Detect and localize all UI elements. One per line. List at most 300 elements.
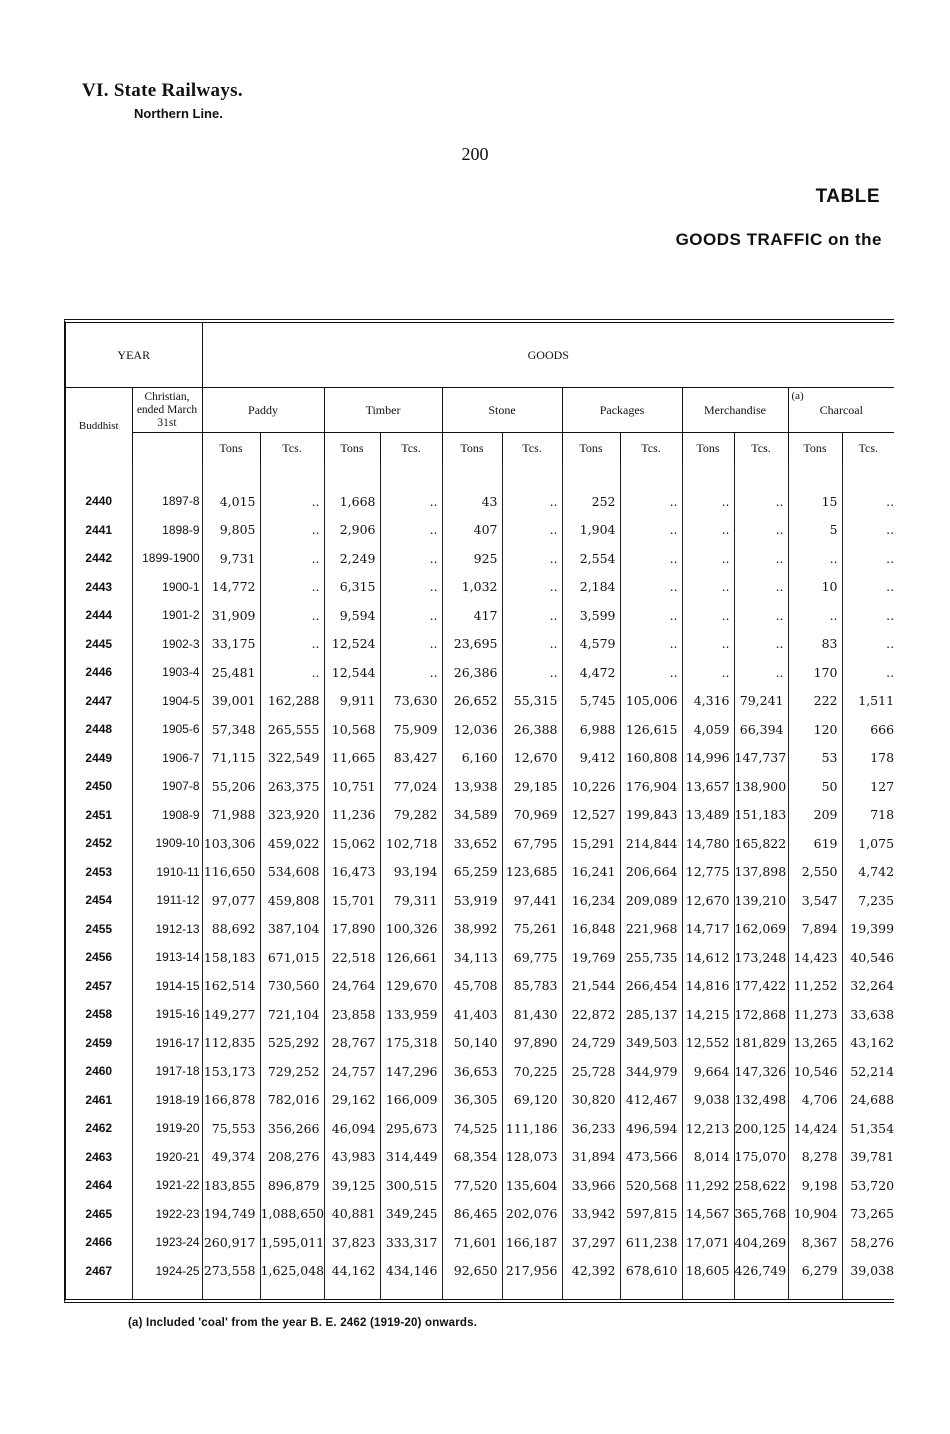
category-header: Paddy	[202, 388, 324, 433]
value-cell: 73,265	[850, 1206, 895, 1222]
table-row	[66, 573, 894, 602]
value-cell: 8,367	[788, 1228, 842, 1257]
value-cell: 162,514	[202, 972, 260, 1001]
section-subtitle: Northern Line.	[134, 106, 223, 121]
table-row	[66, 630, 894, 659]
value-cell: 33,966	[562, 1171, 620, 1200]
value-cell: ..	[260, 630, 324, 659]
value-cell: 14,612	[682, 943, 734, 972]
value-cell: 67,795	[502, 829, 562, 858]
value-cell: 153,173	[202, 1057, 260, 1086]
buddhist-year-cell: 2464	[66, 1171, 132, 1200]
table-row	[66, 744, 894, 773]
table-row	[66, 658, 894, 687]
value-cell: 208,276	[260, 1143, 324, 1172]
christian-year-cell: 1918-19	[132, 1086, 202, 1115]
table-row	[66, 1257, 894, 1286]
value-cell: 295,673	[380, 1114, 442, 1143]
value-cell: 14,780	[682, 829, 734, 858]
buddhist-year-cell: 2451	[66, 801, 132, 830]
value-cell: 149,277	[202, 1000, 260, 1029]
value-cell: 147,326	[734, 1057, 788, 1086]
value-cell: 103,306	[202, 829, 260, 858]
christian-year-cell: 1901-2	[132, 601, 202, 630]
value-cell: 217,956	[502, 1257, 562, 1286]
value-cell: 97,890	[502, 1029, 562, 1058]
value-cell: 160,808	[620, 744, 682, 773]
spacer-cell	[734, 1285, 788, 1299]
value-cell: 29,185	[502, 772, 562, 801]
unit-header: Tcs.	[502, 433, 562, 464]
value-cell: ..	[620, 487, 682, 516]
buddhist-year-cell: 2459	[66, 1029, 132, 1058]
value-cell: 26,386	[442, 658, 502, 687]
value-cell: 13,657	[682, 772, 734, 801]
value-cell: 721,104	[260, 1000, 324, 1029]
christian-year-cell: 1903-4	[132, 658, 202, 687]
value-cell: 40,881	[324, 1200, 380, 1229]
christian-year-cell: 1900-1	[132, 573, 202, 602]
value-cell: ..	[886, 550, 895, 566]
value-cell: 36,653	[442, 1057, 502, 1086]
value-cell: 9,412	[562, 744, 620, 773]
value-cell: 41,403	[442, 1000, 502, 1029]
unit-header: Tcs.	[380, 433, 442, 464]
value-cell: 2,249	[324, 544, 380, 573]
value-cell: 12,524	[324, 630, 380, 659]
table-row	[66, 858, 894, 887]
value-cell: 68,354	[442, 1143, 502, 1172]
value-cell: 8,014	[682, 1143, 734, 1172]
goods-traffic-table	[66, 323, 894, 1299]
value-cell: ..	[682, 658, 734, 687]
value-cell: 7,235	[858, 892, 895, 908]
value-cell: ..	[260, 516, 324, 545]
value-cell: 6,988	[562, 715, 620, 744]
value-cell: 53	[788, 744, 842, 773]
spacer-cell	[562, 1285, 620, 1299]
value-cell: 209,089	[620, 886, 682, 915]
value-cell: 40,546	[850, 949, 895, 965]
value-cell: ..	[260, 487, 324, 516]
value-cell: 39,038	[850, 1263, 895, 1279]
table-row	[66, 972, 894, 1001]
value-cell: 166,878	[202, 1086, 260, 1115]
buddhist-year-cell: 2446	[66, 658, 132, 687]
value-cell: ..	[734, 601, 788, 630]
buddhist-header: Buddhist	[66, 388, 132, 464]
value-cell: 71,601	[442, 1228, 502, 1257]
value-cell: 417	[442, 601, 502, 630]
value-cell: 255,735	[620, 943, 682, 972]
value-cell: 147,737	[734, 744, 788, 773]
buddhist-year-cell: 2466	[66, 1228, 132, 1257]
value-cell: ..	[734, 516, 788, 545]
value-cell: 53,720	[850, 1177, 895, 1193]
christian-year-cell: 1916-17	[132, 1029, 202, 1058]
value-cell: 11,236	[324, 801, 380, 830]
value-cell: 387,104	[260, 915, 324, 944]
value-cell: 729,252	[260, 1057, 324, 1086]
spacer-cell	[442, 463, 502, 487]
value-cell: 12,552	[682, 1029, 734, 1058]
spacer-cell	[260, 1285, 324, 1299]
spacer-cell	[66, 1285, 132, 1299]
value-cell: ..	[682, 630, 734, 659]
value-cell: 172,868	[734, 1000, 788, 1029]
table-word: TABLE	[815, 186, 880, 207]
value-cell: 619	[788, 829, 842, 858]
value-cell: 9,805	[202, 516, 260, 545]
value-cell: 12,670	[502, 744, 562, 773]
value-cell: 71,988	[202, 801, 260, 830]
christian-year-cell: 1915-16	[132, 1000, 202, 1029]
value-cell: 496,594	[620, 1114, 682, 1143]
value-cell: 12,670	[682, 886, 734, 915]
value-cell: 14,215	[682, 1000, 734, 1029]
value-cell: ..	[260, 544, 324, 573]
value-cell: 13,938	[442, 772, 502, 801]
value-cell: 127	[870, 778, 895, 794]
unit-header: Tons	[202, 433, 260, 464]
value-cell: ..	[886, 522, 895, 538]
value-cell: ..	[502, 516, 562, 545]
buddhist-year-cell: 2443	[66, 573, 132, 602]
spacer-cell	[842, 1285, 894, 1299]
value-cell: 4,706	[788, 1086, 842, 1115]
value-cell: 181,829	[734, 1029, 788, 1058]
value-cell: 11,292	[682, 1171, 734, 1200]
buddhist-year-cell: 2456	[66, 943, 132, 972]
value-cell: 209	[788, 801, 842, 830]
value-cell: 9,594	[324, 601, 380, 630]
christian-year-cell: 1908-9	[132, 801, 202, 830]
value-cell: ..	[734, 487, 788, 516]
value-cell: 194,749	[202, 1200, 260, 1229]
value-cell: 24,757	[324, 1057, 380, 1086]
value-cell: ..	[620, 544, 682, 573]
value-cell: 597,815	[620, 1200, 682, 1229]
value-cell: ..	[502, 487, 562, 516]
christian-year-cell: 1899-1900	[132, 544, 202, 573]
buddhist-year-cell: 2457	[66, 972, 132, 1001]
value-cell: 671,015	[260, 943, 324, 972]
value-cell: ..	[886, 579, 895, 595]
table-row	[66, 1029, 894, 1058]
value-cell: 19,399	[850, 921, 895, 937]
value-cell: 50,140	[442, 1029, 502, 1058]
value-cell: 782,016	[260, 1086, 324, 1115]
value-cell: 123,685	[502, 858, 562, 887]
value-cell: 176,904	[620, 772, 682, 801]
value-cell: 11,665	[324, 744, 380, 773]
value-cell: 534,608	[260, 858, 324, 887]
christian-year-cell: 1902-3	[132, 630, 202, 659]
value-cell: 10,546	[788, 1057, 842, 1086]
value-cell: 2,554	[562, 544, 620, 573]
value-cell: 22,518	[324, 943, 380, 972]
spacer-cell	[132, 1285, 202, 1299]
value-cell: 925	[442, 544, 502, 573]
value-cell: 9,664	[682, 1057, 734, 1086]
value-cell: ..	[734, 544, 788, 573]
unit-header: Tcs.	[858, 440, 879, 455]
value-cell: 12,036	[442, 715, 502, 744]
value-cell: 158,183	[202, 943, 260, 972]
table-row	[66, 544, 894, 573]
value-cell: 165,822	[734, 829, 788, 858]
table-row	[66, 715, 894, 744]
value-cell: ..	[620, 516, 682, 545]
value-cell: ..	[682, 516, 734, 545]
value-cell: 252	[562, 487, 620, 516]
christian-year-cell: 1913-14	[132, 943, 202, 972]
value-cell: 21,544	[562, 972, 620, 1001]
value-cell: 14,996	[682, 744, 734, 773]
spacer-cell	[682, 463, 734, 487]
value-cell: ..	[620, 573, 682, 602]
table-row	[66, 1143, 894, 1172]
spacer-cell	[442, 1285, 502, 1299]
buddhist-year-cell: 2450	[66, 772, 132, 801]
value-cell: ..	[734, 658, 788, 687]
value-cell: 111,186	[502, 1114, 562, 1143]
value-cell: 166,187	[502, 1228, 562, 1257]
spacer-cell	[562, 463, 620, 487]
table-row	[66, 1057, 894, 1086]
spacer-cell	[788, 463, 842, 487]
value-cell: 135,604	[502, 1171, 562, 1200]
christian-header-spacer	[132, 433, 202, 464]
value-cell: ..	[682, 487, 734, 516]
value-cell: 45,708	[442, 972, 502, 1001]
value-cell: 128,073	[502, 1143, 562, 1172]
value-cell: 300,515	[380, 1171, 442, 1200]
value-cell: 10,568	[324, 715, 380, 744]
value-cell: 16,234	[562, 886, 620, 915]
value-cell: 16,848	[562, 915, 620, 944]
spacer-row	[66, 463, 894, 487]
value-cell: 1,668	[324, 487, 380, 516]
value-cell: 4,316	[682, 687, 734, 716]
value-cell: 38,992	[442, 915, 502, 944]
christian-year-cell: 1907-8	[132, 772, 202, 801]
value-cell: 4,579	[562, 630, 620, 659]
value-cell: 15	[788, 487, 842, 516]
value-cell: 37,297	[562, 1228, 620, 1257]
value-cell: 349,503	[620, 1029, 682, 1058]
table-row	[66, 1171, 894, 1200]
value-cell: 323,920	[260, 801, 324, 830]
value-cell: ..	[502, 630, 562, 659]
table-row	[66, 1086, 894, 1115]
value-cell: 137,898	[734, 858, 788, 887]
spacer-cell	[734, 463, 788, 487]
footnote-mark: (a)	[791, 390, 804, 402]
table-row	[66, 1200, 894, 1229]
value-cell: 6,160	[442, 744, 502, 773]
value-cell: 200,125	[734, 1114, 788, 1143]
christian-year-cell: 1919-20	[132, 1114, 202, 1143]
value-cell: 17,890	[324, 915, 380, 944]
buddhist-year-cell: 2441	[66, 516, 132, 545]
value-cell: 75,909	[380, 715, 442, 744]
value-cell: 77,024	[380, 772, 442, 801]
category-header: Packages	[562, 388, 682, 433]
value-cell: ..	[734, 573, 788, 602]
value-cell: 260,917	[202, 1228, 260, 1257]
value-cell: ..	[620, 630, 682, 659]
value-cell: 4,742	[858, 864, 895, 880]
spacer-cell	[260, 463, 324, 487]
value-cell: 1,904	[562, 516, 620, 545]
unit-header: Tcs.	[260, 433, 324, 464]
value-cell: 175,318	[380, 1029, 442, 1058]
value-cell: ..	[682, 573, 734, 602]
value-cell: 116,650	[202, 858, 260, 887]
christian-year-cell: 1921-22	[132, 1171, 202, 1200]
value-cell: 1,032	[442, 573, 502, 602]
table-row	[66, 1114, 894, 1143]
value-cell: 9,038	[682, 1086, 734, 1115]
value-cell: 9,911	[324, 687, 380, 716]
value-cell: 611,238	[620, 1228, 682, 1257]
value-cell: 9,198	[788, 1171, 842, 1200]
value-cell: 129,670	[380, 972, 442, 1001]
table-row	[66, 801, 894, 830]
value-cell: 58,276	[850, 1234, 895, 1250]
value-cell: 17,071	[682, 1228, 734, 1257]
buddhist-year-cell: 2452	[66, 829, 132, 858]
value-cell: 6,279	[788, 1257, 842, 1286]
value-cell: 2,184	[562, 573, 620, 602]
value-cell: 33,175	[202, 630, 260, 659]
value-cell: 126,615	[620, 715, 682, 744]
value-cell: 258,622	[734, 1171, 788, 1200]
value-cell: ..	[502, 544, 562, 573]
value-cell: 39,125	[324, 1171, 380, 1200]
value-cell: 39,001	[202, 687, 260, 716]
buddhist-year-cell: 2444	[66, 601, 132, 630]
spacer-cell	[502, 1285, 562, 1299]
table-row	[66, 487, 894, 516]
christian-year-cell: 1897-8	[132, 487, 202, 516]
value-cell: 221,968	[620, 915, 682, 944]
table-row	[66, 886, 894, 915]
value-cell: 14,816	[682, 972, 734, 1001]
value-cell: 4,472	[562, 658, 620, 687]
value-cell: 79,282	[380, 801, 442, 830]
value-cell: 10,226	[562, 772, 620, 801]
value-cell: 10,751	[324, 772, 380, 801]
value-cell: 126,661	[380, 943, 442, 972]
value-cell: 1,595,011	[260, 1228, 324, 1257]
value-cell: 678,610	[620, 1257, 682, 1286]
value-cell: 86,465	[442, 1200, 502, 1229]
value-cell: 69,775	[502, 943, 562, 972]
spacer-cell	[502, 463, 562, 487]
value-cell: 43	[442, 487, 502, 516]
value-cell: 34,589	[442, 801, 502, 830]
buddhist-year-cell: 2455	[66, 915, 132, 944]
value-cell: 120	[788, 715, 842, 744]
value-cell: 10	[788, 573, 842, 602]
table-row	[66, 1228, 894, 1257]
value-cell: 93,194	[380, 858, 442, 887]
value-cell: ..	[886, 607, 895, 623]
christian-year-cell: 1909-10	[132, 829, 202, 858]
value-cell: 43,162	[850, 1035, 895, 1051]
value-cell: ..	[260, 601, 324, 630]
table-body	[66, 463, 894, 1299]
value-cell: 25,481	[202, 658, 260, 687]
spacer-row	[66, 1285, 894, 1299]
value-cell: 6,315	[324, 573, 380, 602]
value-cell: 4,015	[202, 487, 260, 516]
value-cell: 55,206	[202, 772, 260, 801]
goods-header: GOODS	[202, 323, 894, 388]
value-cell: 147,296	[380, 1057, 442, 1086]
value-cell: ..	[502, 658, 562, 687]
value-cell: 459,022	[260, 829, 324, 858]
spacer-cell	[682, 1285, 734, 1299]
value-cell: 14,717	[682, 915, 734, 944]
buddhist-year-cell: 2445	[66, 630, 132, 659]
value-cell: 1,075	[858, 835, 895, 851]
value-cell: 273,558	[202, 1257, 260, 1286]
goods-traffic-table-frame	[64, 319, 894, 1303]
value-cell: 46,094	[324, 1114, 380, 1143]
value-cell: 100,326	[380, 915, 442, 944]
value-cell: 13,265	[788, 1029, 842, 1058]
footnote: (a) Included 'coal' from the year B. E. 2462 (1919-20) onwards.	[128, 1317, 478, 1329]
buddhist-year-cell: 2454	[66, 886, 132, 915]
table-row	[66, 915, 894, 944]
value-cell: 10,904	[788, 1200, 842, 1229]
year-header: YEAR	[66, 323, 202, 388]
value-cell: 12,544	[324, 658, 380, 687]
value-cell: 12,775	[682, 858, 734, 887]
value-cell: 12,527	[562, 801, 620, 830]
value-cell: ..	[380, 601, 442, 630]
buddhist-year-cell: 2442	[66, 544, 132, 573]
value-cell: ..	[380, 630, 442, 659]
value-cell: 3,547	[788, 886, 842, 915]
spacer-cell	[132, 463, 202, 487]
value-cell: 55,315	[502, 687, 562, 716]
value-cell: 15,291	[562, 829, 620, 858]
value-cell: 14,423	[788, 943, 842, 972]
value-cell: 285,137	[620, 1000, 682, 1029]
buddhist-year-cell: 2448	[66, 715, 132, 744]
value-cell: 70,969	[502, 801, 562, 830]
buddhist-year-cell: 2462	[66, 1114, 132, 1143]
value-cell: 404,269	[734, 1228, 788, 1257]
value-cell: 37,823	[324, 1228, 380, 1257]
value-cell: 79,241	[734, 687, 788, 716]
value-cell: 73,630	[380, 687, 442, 716]
section-title: VI. State Railways.	[82, 80, 243, 101]
spacer-cell	[620, 1285, 682, 1299]
value-cell: ..	[260, 573, 324, 602]
buddhist-year-cell: 2449	[66, 744, 132, 773]
spacer-cell	[324, 463, 380, 487]
value-cell: ..	[682, 544, 734, 573]
table-title: GOODS TRAFFIC on the	[675, 230, 882, 249]
value-cell: 85,783	[502, 972, 562, 1001]
buddhist-year-cell: 2461	[66, 1086, 132, 1115]
buddhist-year-cell: 2465	[66, 1200, 132, 1229]
